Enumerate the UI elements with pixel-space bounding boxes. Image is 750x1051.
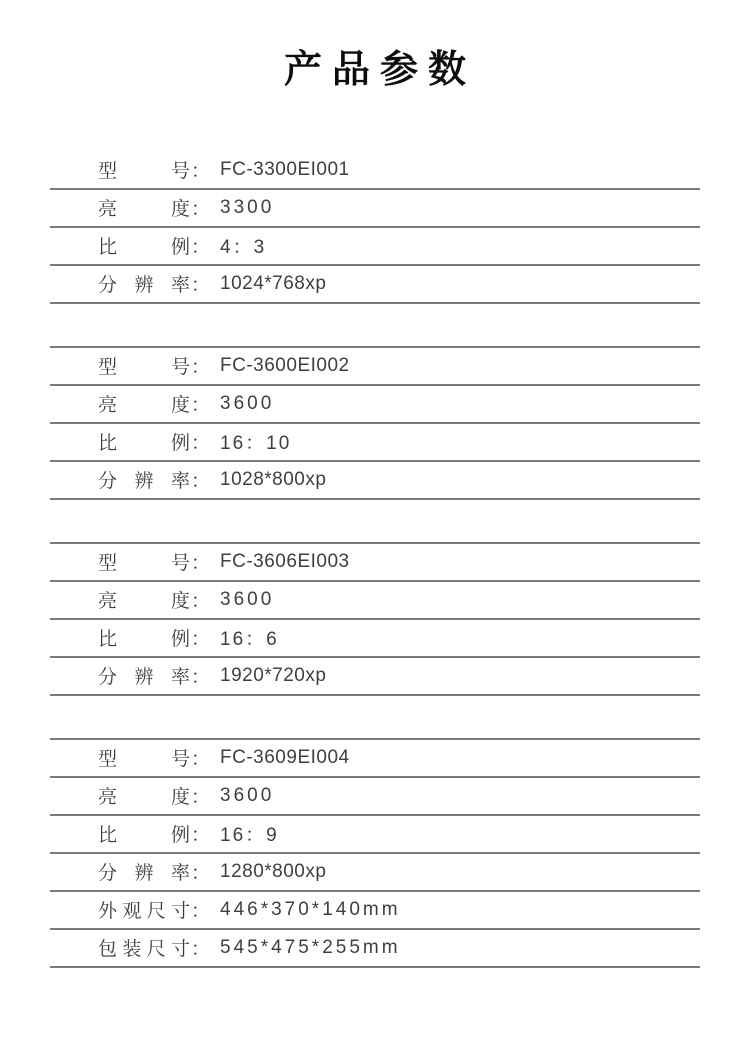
spec-label: 亮度: [98, 591, 190, 613]
spec-row-resolution: [50, 266, 700, 304]
spec-row-model: [50, 348, 700, 386]
spec-colon: ：: [191, 275, 211, 297]
spec-row-resolution: [50, 854, 700, 892]
spec-value: 16：6: [220, 629, 279, 651]
spec-label: 分辨率: [98, 863, 190, 885]
spec-label: 分辨率: [98, 471, 190, 493]
spec-row-model: [50, 544, 700, 582]
spec-colon: ：: [191, 357, 211, 379]
spec-group-1: [50, 152, 700, 304]
spec-value: FC-3300EI001: [220, 158, 350, 180]
spec-value: 1920*720xp: [220, 664, 327, 686]
spec-value: FC-3606EI003: [220, 550, 350, 572]
spec-label: 亮度: [98, 199, 190, 221]
spec-row-brightness: [50, 582, 700, 620]
spec-row-model: [50, 740, 700, 778]
spec-row-brightness: [50, 190, 700, 228]
spec-value: 4：3: [220, 237, 267, 259]
spec-label: 比例: [98, 237, 190, 259]
spec-colon: ：: [191, 901, 211, 923]
spec-value: 3600: [220, 588, 275, 610]
spec-row-ratio: [50, 424, 700, 462]
spec-label: 比例: [98, 825, 190, 847]
spec-colon: ：: [191, 863, 211, 885]
spec-colon: ：: [191, 471, 211, 493]
spec-colon: ：: [191, 749, 211, 771]
spec-label: 型号: [98, 357, 190, 379]
spec-group-4: [50, 738, 700, 968]
spec-colon: ：: [191, 237, 211, 259]
spec-row-brightness: [50, 778, 700, 816]
spec-label: 外观尺寸: [98, 901, 190, 923]
spec-label: 型号: [98, 553, 190, 575]
spec-colon: ：: [191, 629, 211, 651]
spec-value: 3600: [220, 784, 275, 806]
spec-row-model: [50, 152, 700, 190]
spec-colon: ：: [191, 395, 211, 417]
spec-groups: [50, 152, 700, 968]
spec-group-3: [50, 542, 700, 696]
spec-value: 545*475*255mm: [220, 936, 401, 958]
spec-value: 446*370*140mm: [220, 898, 401, 920]
spec-value: 1028*800xp: [220, 468, 327, 490]
spec-value: FC-3600EI002: [220, 354, 350, 376]
product-spec-sheet: [0, 48, 750, 968]
spec-colon: ：: [191, 199, 211, 221]
spec-value: 16：10: [220, 433, 292, 455]
spec-label: 亮度: [98, 787, 190, 809]
spec-row-resolution: [50, 462, 700, 500]
spec-value: 3600: [220, 392, 275, 414]
page-title: 产品参数: [283, 49, 476, 91]
spec-colon: ：: [191, 553, 211, 575]
spec-label: 比例: [98, 629, 190, 651]
spec-label: 比例: [98, 433, 190, 455]
spec-value: 1024*768xp: [220, 272, 327, 294]
spec-group-2: [50, 346, 700, 500]
spec-row-resolution: [50, 658, 700, 696]
spec-colon: ：: [191, 939, 211, 961]
spec-colon: ：: [191, 825, 211, 847]
spec-colon: ：: [191, 433, 211, 455]
spec-row-outer-size: [50, 892, 700, 930]
spec-colon: ：: [191, 667, 211, 689]
spec-row-package-size: [50, 930, 700, 968]
spec-row-ratio: [50, 620, 700, 658]
spec-colon: ：: [191, 161, 211, 183]
spec-label: 亮度: [98, 395, 190, 417]
spec-row-ratio: [50, 228, 700, 266]
spec-value: 16：9: [220, 825, 279, 847]
spec-colon: ：: [191, 591, 211, 613]
spec-label: 分辨率: [98, 275, 190, 297]
spec-label: 分辨率: [98, 667, 190, 689]
spec-row-ratio: [50, 816, 700, 854]
spec-label: 包装尺寸: [98, 939, 190, 961]
spec-colon: ：: [191, 787, 211, 809]
spec-value: 1280*800xp: [220, 860, 327, 882]
spec-value: FC-3609EI004: [220, 746, 350, 768]
spec-label: 型号: [98, 749, 190, 771]
spec-value: 3300: [220, 196, 275, 218]
spec-row-brightness: [50, 386, 700, 424]
spec-label: 型号: [98, 161, 190, 183]
